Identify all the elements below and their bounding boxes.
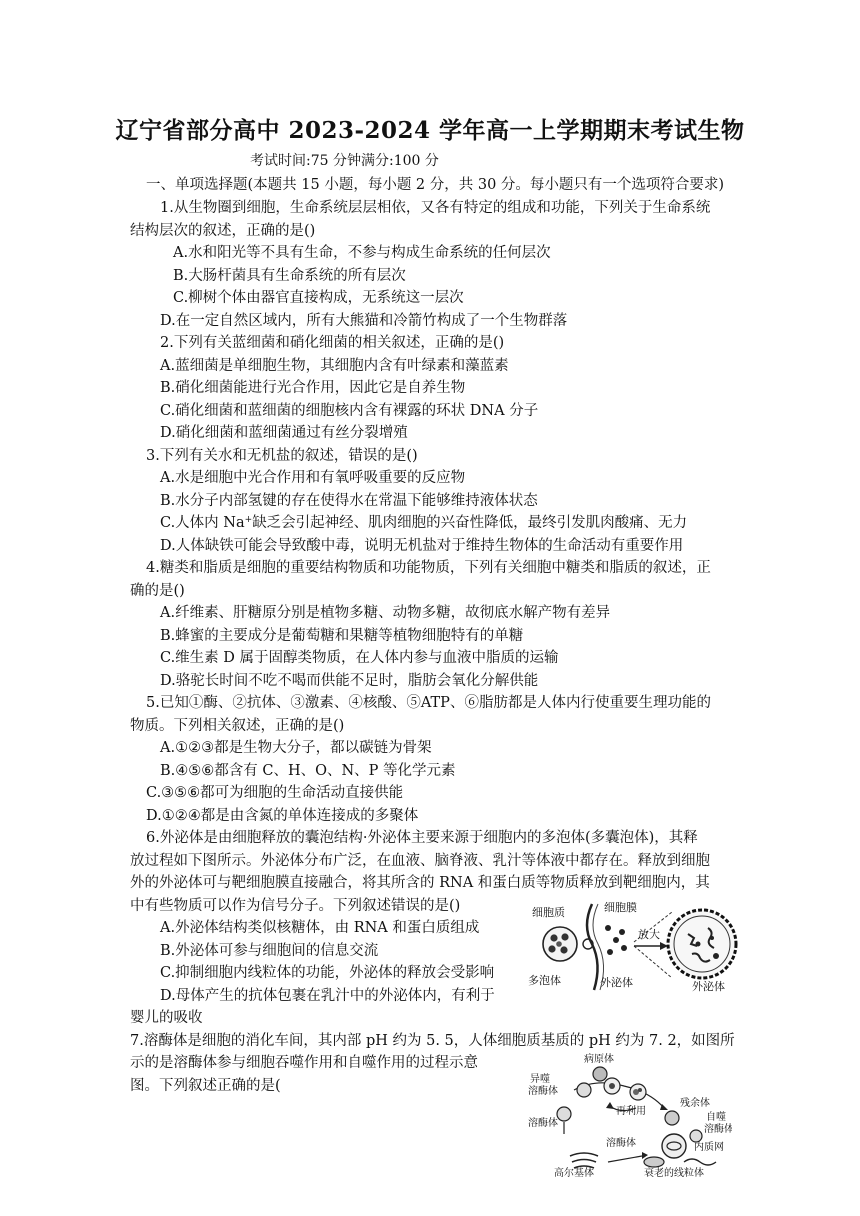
label-pathogen: 病原体 [584,1054,614,1065]
label-residual: 残余体 [680,1098,710,1109]
q4-option-d: D.骆驼长时间不吃不喝而供能不足时，脂肪会氧化分解供能 [160,673,539,689]
label-hetero1: 异噬 [530,1074,550,1085]
q1-option-c: C.柳树个体由器官直接构成，无系统这一层次 [173,290,464,306]
label-golgi: 高尔基体 [554,1168,594,1178]
q4-option-b: B.蜂蜜的主要成分是葡萄糖和果糖等植物细胞特有的单糖 [160,628,524,644]
label-lyso2: 溶酶体 [606,1138,636,1149]
q6-option-d-line2: 婴儿的吸收 [130,1010,203,1026]
q2-option-c: C.硝化细菌和蓝细菌的细胞核内含有裸露的环状 DNA 分子 [160,403,539,419]
page-title: 辽宁省部分高中 2023-2024 学年高一上学期期末考试生物 [115,117,745,144]
q6-option-c: C.抑制细胞内线粒体的功能，外泌体的释放会受影响 [160,965,495,981]
q5-stem-line1: 5.已知①酶、②抗体、③激素、④核酸、⑤ATP、⑥脂肪都是人体内行使重要生理功能的 [146,695,711,711]
exam-meta: 考试时间:75 分钟满分:100 分 [250,153,439,169]
label-er: 内质网 [694,1142,724,1153]
q2-option-a: A.蓝细菌是单细胞生物，其细胞内含有叶绿素和藻蓝素 [160,358,509,374]
er-shape [684,1159,716,1165]
q5-option-c: C.③⑤⑥都可为细胞的生命活动直接供能 [146,785,404,801]
q3-option-c-post: 缺乏会引起神经、肌肉细胞的兴奋性降低，最终引发肌肉酸痛、无力 [252,515,688,531]
q6-option-a: A.外泌体结构类似核糖体，由 RNA 和蛋白质组成 [160,920,480,936]
q1-option-a: A.水和阳光等不具有生命，不参与构成生命系统的任何层次 [173,245,551,261]
q2-option-b: B.硝化细菌能进行光合作用，因此它是自养生物 [160,380,466,396]
q3-option-c [160,513,687,533]
q6-stem-line3: 外的外泌体可与靶细胞膜直接融合，将其所含的 RNA 和蛋白质等物质释放到靶细胞内，其 [130,875,710,891]
q5-option-d: D.①②④都是由含氮的单体连接成的多聚体 [146,808,419,824]
q1-stem-line1: 1.从生物圈到细胞，生命系统层层相依，又各有特定的组成和功能，下列关于生命系统 [160,200,711,216]
label-auto1: 自噬 [706,1112,726,1123]
label-exosome-2: 外泌体 [692,980,725,992]
label-lyso1: 溶酶体 [528,1118,558,1129]
q4-stem-line2: 确的是() [130,583,185,599]
golgi-shape [570,1153,598,1168]
enlarged-exosome [668,910,736,978]
label-reuse: 再利用 [616,1106,646,1117]
lysosome-figure [524,1052,732,1178]
label-mito: 衰老的线粒体 [644,1168,704,1178]
q7-stem-line1: 7.溶酶体是细胞的消化车间，其内部 pH 约为 5. 5，人体细胞质基质的 pH 约为 7. 2，如图所 [130,1033,735,1049]
q1-stem-line2: 结构层次的叙述，正确的是() [130,223,316,239]
q3-stem: 3.下列有关水和无机盐的叙述，错误的是() [146,448,418,464]
q3-option-a: A.水是细胞中光合作用和有氧呼吸重要的反应物 [160,470,466,486]
q5-option-a: A.①②③都是生物大分子，都以碳链为骨架 [160,740,432,756]
q6-option-d-line1: D.母体产生的抗体包裹在乳汁中的外泌体内，有利于 [160,988,495,1004]
label-cytoplasm: 细胞质 [532,906,565,919]
q7-stem-line3: 图。下列叙述正确的是( [130,1078,281,1094]
q1-option-b: B.大肠杆菌具有生命系统的所有层次 [173,268,406,284]
q6-option-b: B.外泌体可参与细胞间的信息交流 [160,943,379,959]
residual-body [665,1111,679,1125]
label-mvb: 多泡体 [528,974,561,987]
q3-option-c-pre: C.人体内 Na [160,515,245,531]
q6-stem-line1: 6.外泌体是由细胞释放的囊泡结构·外泌体主要来源于细胞内的多泡体(多囊泡体)，其释 [146,830,698,846]
q6-stem-line4: 中有些物质可以作为信号分子。下列叙述错误的是() [130,898,461,914]
exosome-figure [522,898,740,992]
q4-stem-line1: 4.糖类和脂质是细胞的重要结构物质和功能物质，下列有关细胞中糖类和脂质的叙述，正 [146,560,711,576]
q3-option-b: B.水分子内部氢键的存在使得水在常温下能够维持液体状态 [160,493,538,509]
q5-option-b: B.④⑤⑥都含有 C、H、O、N、P 等化学元素 [160,763,456,779]
q4-option-c: C.维生素 D 属于固醇类物质，在人体内参与血液中脂质的运输 [160,650,559,666]
q4-option-a: A.纤维素、肝糖原分别是植物多糖、动物多糖，故彻底水解产物有差异 [160,605,611,621]
q1-option-d: D.在一定自然区域内，所有大熊猫和冷箭竹构成了一个生物群落 [160,313,568,329]
q3-option-c-sup: + [244,515,253,525]
label-membrane: 细胞膜 [604,901,637,914]
q2-option-d: D.硝化细菌和蓝细菌通过有丝分裂增殖 [160,425,408,441]
q2-stem: 2.下列有关蓝细菌和硝化细菌的相关叙述，正确的是() [160,335,505,351]
label-exosome: 外泌体 [600,976,633,989]
pathogen-shape [593,1067,607,1081]
q3-option-d: D.人体缺铁可能会导致酸中毒，说明无机盐对于维持生物体的生命活动有重要作用 [160,538,684,554]
autophagosome [662,1134,686,1158]
label-auto2: 溶酶体 [704,1124,732,1135]
mitochondrion-shape [644,1157,664,1167]
q5-stem-line2: 物质。下列相关叙述，正确的是() [130,718,345,734]
q7-stem-line2: 示的是溶酶体参与细胞吞噬作用和自噬作用的过程示意 [130,1055,478,1071]
label-enlarge: 放大 [638,928,660,941]
label-hetero2: 溶酶体 [528,1086,558,1097]
section-heading: 一、单项选择题(本题共 15 小题，每小题 2 分，共 30 分。每小题只有一个选项符合要求) [146,177,725,193]
q6-stem-line2: 放过程如下图所示。外泌体分布广泛，在血液、脑脊液、乳汁等体液中都存在。释放到细胞 [130,853,710,869]
